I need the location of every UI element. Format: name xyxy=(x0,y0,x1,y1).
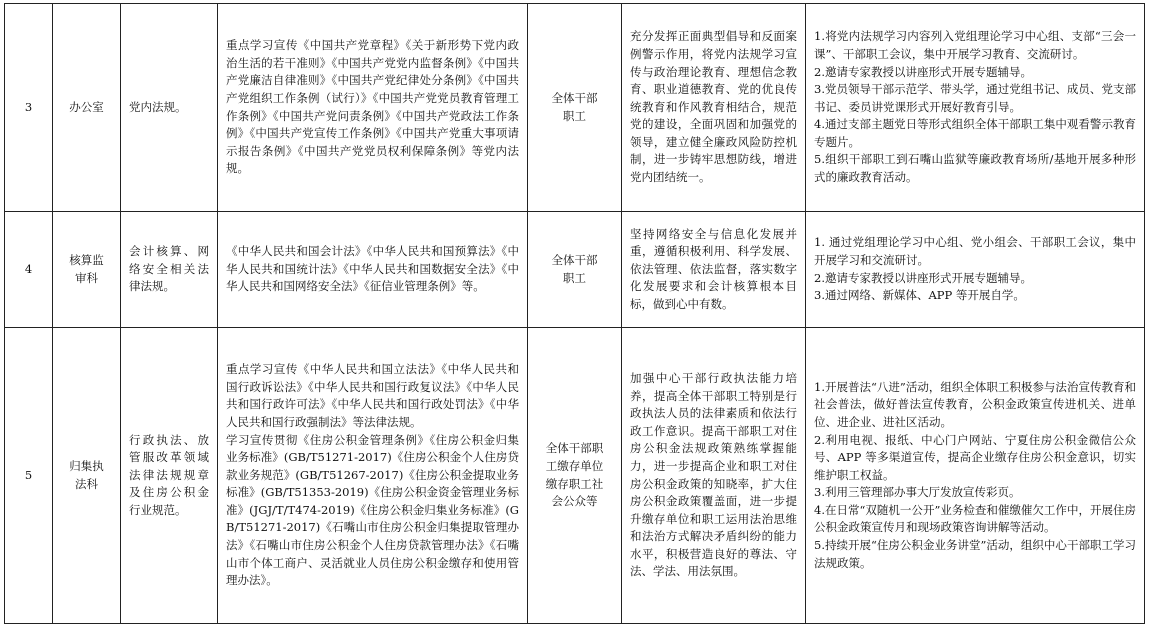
scope-cell: 党内法规。 xyxy=(121,4,218,212)
department-cell xyxy=(53,328,121,624)
methods-cell xyxy=(806,4,1145,212)
methods-cell xyxy=(806,212,1145,328)
target-label: 全体干部职工 xyxy=(551,252,598,285)
method-item: 3.通过网络、新媒体、APP 等开展自学。 xyxy=(814,288,1025,303)
method-item: 4.通过支部主题党日等形式组织全体干部职工集中观看警示教育专题片。 xyxy=(814,117,1136,149)
scope-cell: 会计核算、网络安全相关法律法规。 xyxy=(121,212,218,328)
table-row xyxy=(5,4,1145,212)
department-label: 核算监审科 xyxy=(69,252,104,285)
method-item: 1.将党内法规学习内容列入党组理论学习中心组、支部“三会一课”、干部职工会议，集中开展学习教育、交流研讨。 xyxy=(814,29,1136,61)
row-number: 5 xyxy=(5,328,53,624)
table-row xyxy=(5,328,1145,624)
goal-cell: 充分发挥正面典型倡导和反面案例警示作用，将党内法规学习宣传与政治理论教育、理想信念教育、职业道德教育、党的优良传统教育和作风教育相结合，规范党的建设，全面巩固和加强党的领导，建立健全廉政风险防控机制，进一步铸牢思想防线，增进党内团结统一。 xyxy=(622,4,806,212)
content-cell: 《中华人民共和国会计法》《中华人民共和国预算法》《中华人民共和国统计法》《中华人民共和国数据安全法》《中华人民共和国网络安全法》《征信业管理条例》等。 xyxy=(218,212,528,328)
content-paragraph: 学习宣传贯彻《住房公积金管理条例》《住房公积金归集业务标准》(GB/T51271-2017)《住房公积金个人住房贷款业务规范》(GB/T51267-2017)《住房公积金提取业务标准》(GB/T51353-2019)《住房公积金资金管理业务标准》(JGJ/T/T474-2019)《住房公积金归集业务标准》(GB/T51271-2017)《石嘴山市住房公积金归集提取管理办法》《石嘴山市住房公积金个人住房贷款管理办法》《石嘴山市个体工商户、灵活就业人员住房公积金缴存和使用管理办法》。 xyxy=(226,432,519,588)
department-cell xyxy=(53,4,121,212)
goal-cell: 坚持网络安全与信息化发展并重，遵循积极利用、科学发展、依法管理、依法监督，落实数字化发展要求和会计核算根本目标，做到心中有数。 xyxy=(622,212,806,328)
method-item: 5.组织干部职工到石嘴山监狱等廉政教育场所/基地开展多种形式的廉政教育活动。 xyxy=(814,152,1136,185)
method-item: 1.开展普法“八进”活动，组织全体职工积极参与法治宣传教育和社会普法，做好普法宣传教育，公积金政策宣传进机关、进单位、进企业、进社区活动。 xyxy=(814,379,1136,429)
target-cell xyxy=(528,212,622,328)
method-item: 5.持续开展“住房公积金业务讲堂”活动，组织中心干部职工学习法规政策。 xyxy=(814,538,1136,570)
method-item: 3.利用三管理部办事大厅发放宣传彩页。 xyxy=(814,485,1021,500)
target-cell xyxy=(528,4,622,212)
method-item: 2.邀请专家教授以讲座形式开展专题辅导。 xyxy=(814,64,1032,79)
table-row xyxy=(5,212,1145,328)
methods-cell xyxy=(806,328,1145,624)
target-cell xyxy=(528,328,622,624)
content-cell: 重点学习宣传《中国共产党章程》《关于新形势下党内政治生活的若干准则》《中国共产党党内监督条例》《中国共产党廉洁自律准则》《中国共产党纪律处分条例》《中国共产党组织工作条例（试行）》《中国共产党党员教育管理工作条例》《中国共产党问责条例》《中国共产党政法工作条例》《中国共产党宣传工作条例》《中国共产党重大事项请示报告条例》《中国共产党党员权利保障条例》等党内法规。 xyxy=(218,4,528,212)
method-item: 2.利用电视、报纸、中心门户网站、宁夏住房公积金微信公众号、APP 等多渠道宣传，提高企业缴存住房公积金意识，切实维护职工权益。 xyxy=(814,432,1136,482)
department-label: 办公室 xyxy=(69,99,104,114)
scope-cell: 行政执法、放管服改革领域法律法规规章及住房公积金行业规范。 xyxy=(121,328,218,624)
method-item: 4.在日常“双随机一公开”业务检查和催缴催欠工作中，开展住房公积金政策宣传月和现场政策咨询讲解等活动。 xyxy=(814,502,1136,535)
law-education-plan-table xyxy=(4,3,1145,624)
method-item: 3.党员领导干部示范学、带头学，通过党组书记、成员、党支部书记、委员讲党课形式开展好教育引导。 xyxy=(814,82,1136,114)
row-number: 4 xyxy=(5,212,53,328)
target-label: 全体干部职工缴存单位缴存职工社会公众等 xyxy=(545,441,604,509)
goal-cell: 加强中心干部行政执法能力培养，提高全体干部职工特别是行政执法人员的法律素质和依法行政工作意识。提高干部职工对住房公积金法规政策熟练掌握能力，进一步提高企业和职工对住房公积金政策的知晓率，扩大住房公积金政策覆盖面，进一步提升缴存单位和职工运用法治思维和法治方式解决矛盾纠纷的能力水平，积极营造良好的尊法、守法、学法、用法氛围。 xyxy=(622,328,806,624)
method-item: 2.邀请专家教授以讲座形式开展专题辅导。 xyxy=(814,270,1032,285)
target-label: 全体干部职工 xyxy=(551,90,598,123)
row-number: 3 xyxy=(5,4,53,212)
department-label: 归集执法科 xyxy=(69,458,104,491)
content-cell xyxy=(218,328,528,624)
content-paragraph: 重点学习宣传《中华人民共和国立法法》《中华人民共和国行政诉讼法》《中华人民共和国行政复议法》《中华人民共和国行政许可法》《中华人民共和国行政处罚法》《中华人民共和国行政强制法》等法律法规。 xyxy=(226,362,519,429)
department-cell xyxy=(53,212,121,328)
method-item: 1. 通过党组理论学习中心组、党小组会、干部职工会议，集中开展学习和交流研讨。 xyxy=(814,235,1136,267)
